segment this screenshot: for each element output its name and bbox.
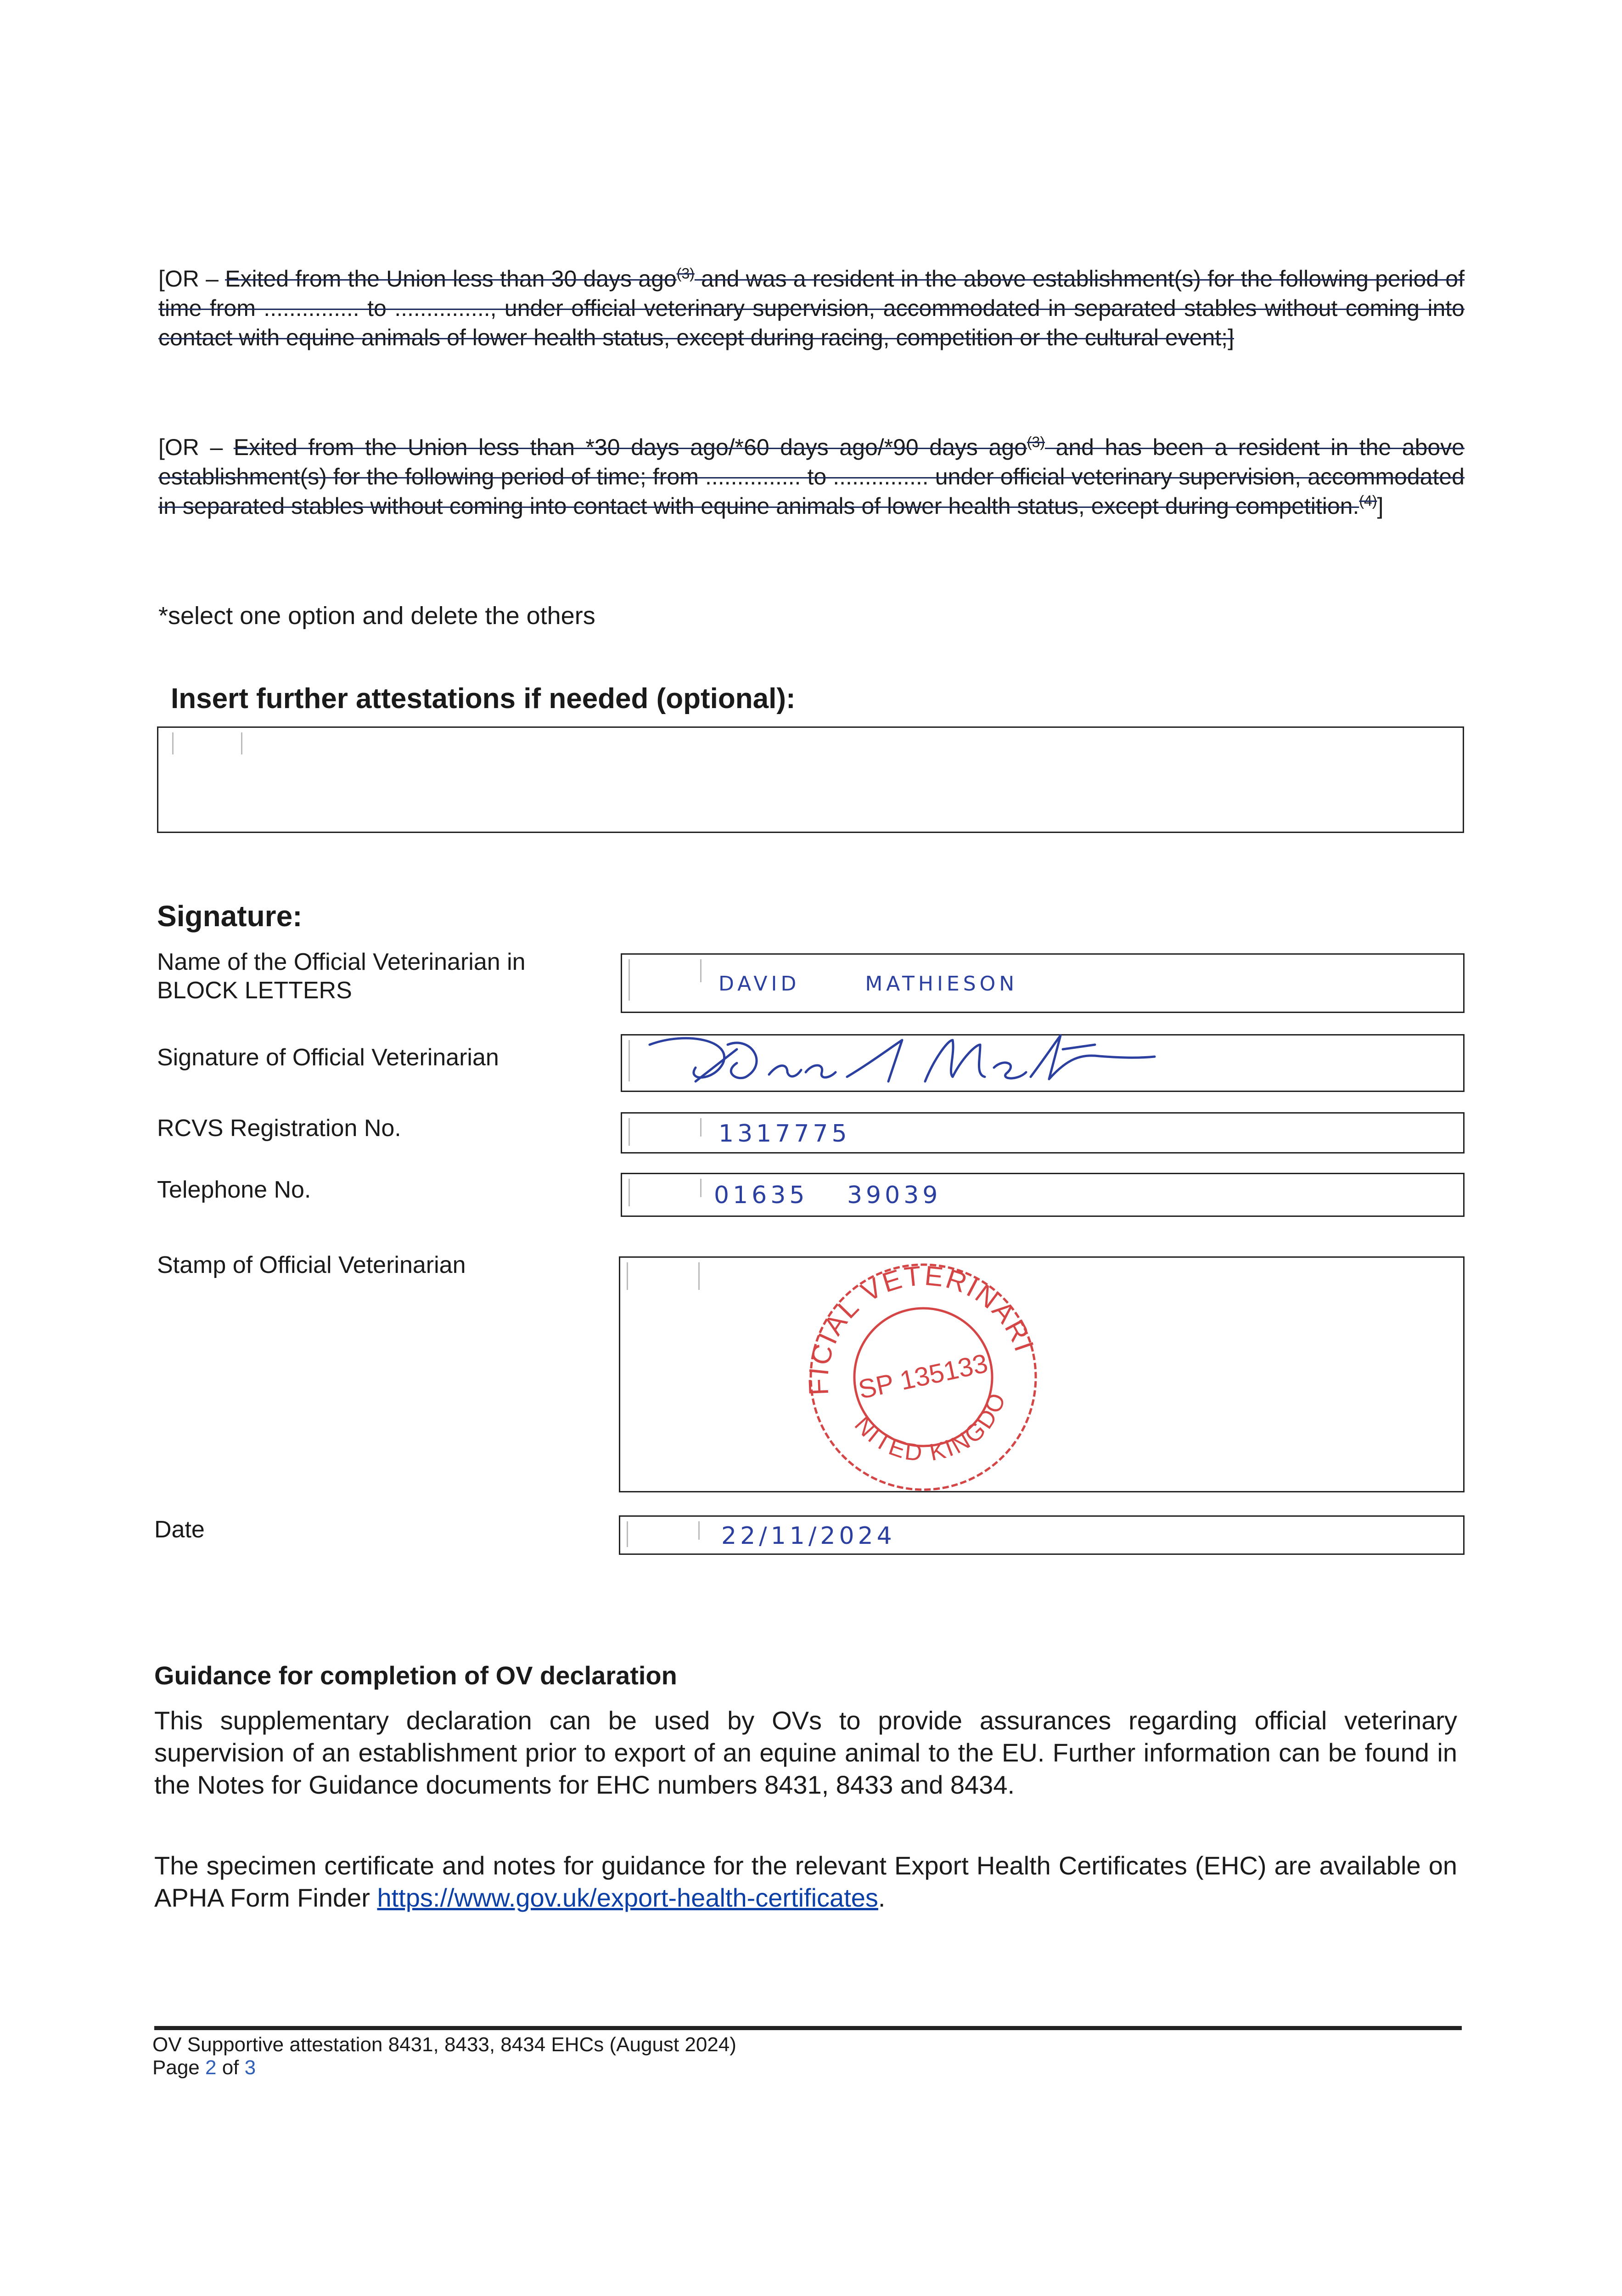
field-edge-marker — [629, 1179, 630, 1206]
footnote-ref-4: (4) — [1359, 492, 1377, 509]
field-edge-marker — [172, 732, 174, 754]
paragraph-open-bracket: [OR – — [158, 434, 234, 460]
stamp-label: Stamp of Official Veterinarian — [157, 1252, 466, 1278]
field-edge-marker — [629, 1118, 630, 1146]
date-field[interactable] — [619, 1515, 1465, 1555]
ov-signature-field[interactable] — [621, 1034, 1465, 1092]
struck-text-part-1: Exited from the Union less than 30 days ago — [225, 266, 677, 292]
page-of: of — [216, 2056, 245, 2079]
paragraph-close-bracket: ] — [1228, 325, 1234, 350]
field-edge-marker — [241, 732, 242, 754]
stamp-field[interactable] — [619, 1256, 1465, 1492]
paragraph-close-bracket: ] — [1377, 493, 1384, 519]
field-edge-marker — [629, 1040, 630, 1081]
field-edge-marker — [700, 1179, 702, 1197]
page-current: 2 — [205, 2056, 217, 2079]
footnote-ref-3: (3) — [1027, 433, 1045, 450]
signature-heading: Signature: — [157, 900, 303, 933]
struck-text-part-1: Exited from the Union less than *30 days ago/*60 days ago/*90 days ago — [233, 434, 1027, 460]
field-edge-marker — [700, 1118, 702, 1137]
footnote-ref-3: (3) — [676, 265, 695, 282]
ov-name-label: Name of the Official Veterinarian in BLOCK LETTERS — [157, 949, 526, 1004]
handwritten-signature-icon — [631, 1013, 1182, 1100]
select-option-note: *select one option and delete the others — [158, 602, 595, 630]
footer-divider — [154, 2026, 1462, 2030]
field-edge-marker — [698, 1521, 700, 1540]
telephone-field[interactable] — [621, 1173, 1465, 1217]
paragraph-open-bracket: [OR – — [158, 266, 225, 292]
apha-paragraph-end: . — [878, 1883, 886, 1912]
date-label: Date — [154, 1516, 205, 1543]
stamp-bottom-text: UNITED KINGDOM — [849, 1388, 1012, 1467]
guidance-paragraph: This supplementary declaration can be used by OVs to provide assurances regarding official veterinary supervision of an establishment prior to export of an equine animal to the EU. Further information can be found in the Notes for Guidance documents for EHC numbers 8431, 8433 and 8434. — [154, 1706, 1457, 1799]
rcvs-field[interactable] — [621, 1112, 1465, 1154]
stamp-number: SP 135133 — [856, 1348, 991, 1405]
field-edge-marker — [627, 1521, 628, 1547]
further-attestations-field[interactable] — [157, 726, 1464, 833]
ov-name-field[interactable] — [621, 953, 1465, 1013]
ov-signature-label: Signature of Official Veterinarian — [157, 1044, 499, 1071]
field-edge-marker — [698, 1262, 700, 1290]
stamp-top-text: OFFICIAL VETERINARIAN — [803, 1260, 1041, 1396]
export-health-certificates-link[interactable]: https://www.gov.uk/export-health-certificates — [377, 1883, 878, 1912]
struck-text-part-2: and was a resident in the above establishment(s) for the following period of time from ............... to ..............., under official veterinary supervision, accommodated in separated stables without coming into contact with equine animals of lower health status, except during racing, competition or the cultural event; — [158, 266, 1465, 350]
field-edge-marker — [629, 959, 630, 1001]
rcvs-handwritten: 1317775 — [718, 1120, 851, 1148]
field-edge-marker — [700, 959, 702, 982]
field-edge-marker — [627, 1262, 628, 1290]
guidance-heading: Guidance for completion of OV declaration — [154, 1661, 677, 1690]
struck-paragraph-exited-30-days — [158, 264, 1465, 352]
struck-paragraph-exited-30-60-90-days — [158, 433, 1465, 521]
struck-text-part-2: and has been a resident in the above establishment(s) for the following period of time; from ............... to ............... under official veterinary supervision, accommodated in separated stables without coming into contact with equine animals of lower health status, except during competition. — [158, 434, 1465, 519]
rcvs-label: RCVS Registration No. — [157, 1115, 401, 1142]
apha-form-finder-paragraph — [154, 1850, 1457, 1914]
page-total: 3 — [244, 2056, 256, 2079]
further-attestations-heading: Insert further attestations if needed (optional): — [171, 683, 796, 715]
footer-document-title: OV Supportive attestation 8431, 8433, 8434 EHCs (August 2024) — [152, 2033, 736, 2056]
official-veterinarian-stamp-icon — [795, 1258, 1052, 1497]
ov-name-handwritten: DAVID MATHIESON — [718, 972, 1018, 996]
telephone-label: Telephone No. — [157, 1176, 311, 1203]
footer-page-number — [152, 2056, 256, 2079]
date-handwritten: 22/11/2024 — [721, 1522, 896, 1550]
apha-paragraph-text: The specimen certificate and notes for guidance for the relevant Export Health Certificates (EHC) are available on APHA Form Finder — [154, 1851, 1457, 1912]
page-word: Page — [152, 2056, 205, 2079]
telephone-handwritten: 01635 39039 — [714, 1182, 942, 1209]
